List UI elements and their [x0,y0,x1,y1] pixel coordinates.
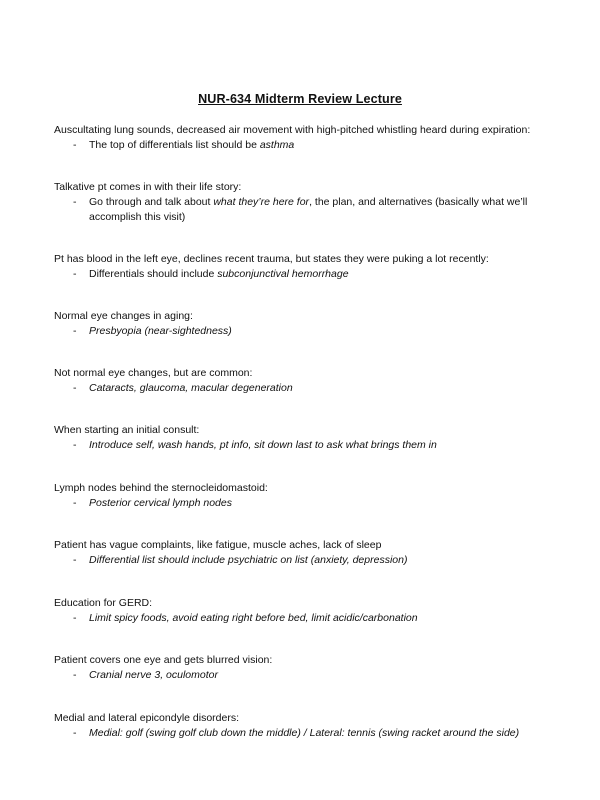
review-question: Normal eye changes in aging: [54,310,193,322]
answer-emphasis: Introduce self, wash hands, pt info, sit down last to ask what brings them in [89,439,437,451]
answer-emphasis: what they’re here for [213,196,310,208]
review-answer [54,553,574,568]
review-question: Auscultating lung sounds, decreased air movement with high-pitched whistling heard during expiration: [54,124,531,136]
bullet-dash: - [73,196,77,208]
review-question: Not normal eye changes, but are common: [54,367,253,379]
review-question: Patient covers one eye and gets blurred vision: [54,654,273,666]
review-question: Education for GERD: [54,597,153,609]
answer-emphasis: Cataracts, glaucoma, macular degeneration [89,382,293,394]
review-item [54,180,574,225]
bullet-dash: - [73,554,77,566]
review-question: Talkative pt comes in with their life story: [54,181,242,193]
answer-emphasis: Medial: golf (swing golf club down the middle) / Lateral: tennis (swing racket around the side) [89,727,520,739]
answer-text: Go through and talk about [89,196,214,208]
answer-emphasis: Cranial nerve 3, oculomotor [89,669,218,681]
page-title: NUR-634 Midterm Review Lecture [198,92,402,106]
bullet-dash: - [73,439,77,451]
review-item [54,481,574,511]
review-item [54,711,574,741]
bullet-dash: - [73,612,77,624]
review-answer [54,381,574,396]
bullet-dash: - [73,325,77,337]
answer-emphasis: asthma [259,139,295,151]
review-answer [54,611,574,626]
answer-text: Differentials should include [89,268,218,280]
review-item [54,366,574,396]
bullet-dash: - [73,139,77,151]
review-question: Patient has vague complaints, like fatigue, muscle aches, lack of sleep [54,539,382,551]
review-question: Pt has blood in the left eye, declines recent trauma, but states they were puking a lot recently: [54,253,489,265]
review-answer [54,726,574,741]
bullet-dash: - [73,382,77,394]
review-item [54,123,574,153]
bullet-dash: - [73,497,77,509]
review-item [54,423,574,453]
bullet-dash: - [73,268,77,280]
review-question: Medial and lateral epicondyle disorders: [54,712,240,724]
review-item [54,653,574,683]
review-answer [54,267,574,282]
review-answer [54,138,574,153]
answer-emphasis: subconjunctival hemorrhage [217,268,349,280]
answer-text: The top of differentials list should be [89,139,260,151]
review-item [54,596,574,626]
review-answer [54,324,574,339]
review-item [54,309,574,339]
review-answer [54,438,574,453]
bullet-dash: - [73,669,77,681]
answer-emphasis: Limit spicy foods, avoid eating right before bed, limit acidic/carbonation [89,612,418,624]
review-answer [54,496,574,511]
answer-emphasis: Differential list should include psychiatric on list (anxiety, depression) [89,554,408,566]
review-answer [54,668,574,683]
review-question: Lymph nodes behind the sternocleidomastoid: [54,482,268,494]
review-item [54,538,574,568]
answer-emphasis: Presbyopia (near-sightedness) [89,325,232,337]
bullet-dash: - [73,727,77,739]
review-question: When starting an initial consult: [54,424,200,436]
answer-emphasis: Posterior cervical lymph nodes [89,497,232,509]
answer-text: , the plan, and alternatives (basically what we’ll accomplish this visit) [89,196,528,223]
review-answer [54,195,574,225]
review-item [54,252,574,282]
